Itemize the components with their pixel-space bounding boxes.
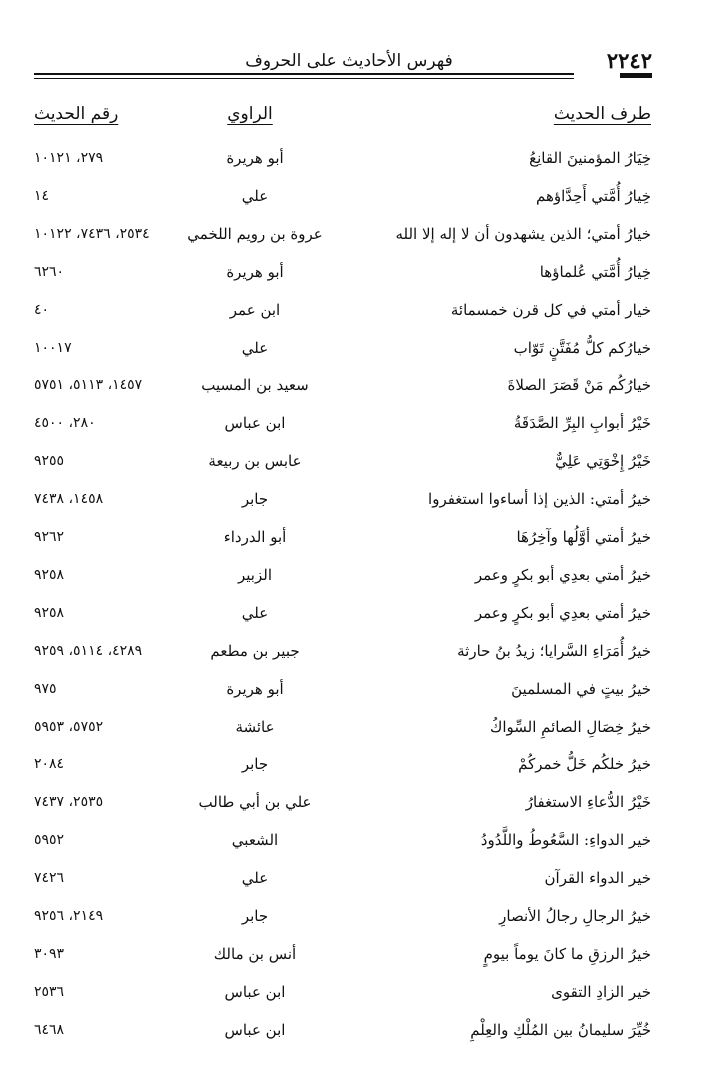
table-row xyxy=(0,367,703,403)
hadith-number: ٢٥٣٤، ٧٤٣٦، ١٠١٢٢ xyxy=(34,225,150,242)
hadith-number: ٢٧٩، ١٠١٢١ xyxy=(34,150,104,166)
hadith-text: خيرُ أمتي: الذين إذا أساءوا استغفروا xyxy=(428,490,651,509)
hadith-text: خيارُكم كلُّ مُفَتَّنٍ تَوّاب xyxy=(513,338,651,357)
table-row xyxy=(0,140,703,176)
narrator-name: ابن عباس xyxy=(224,414,286,433)
table-row xyxy=(0,633,703,669)
hadith-text: خَيْرُ إِخْوَتِي عَلِيٌّ xyxy=(555,452,651,471)
hadith-text: خيرُ أُمَرَاءِ السَّرايا؛ زيدُ بنُ حارثة xyxy=(457,641,651,660)
table-row xyxy=(0,784,703,820)
table-row xyxy=(0,254,703,290)
hadith-number: ٤٠ xyxy=(34,301,50,318)
hadith-number: ٢٨٠، ٤٥٠٠ xyxy=(34,415,96,432)
narrator-name: ابن عمر xyxy=(229,300,281,319)
hadith-number: ٦٤٦٨ xyxy=(34,1021,65,1038)
narrator-name: عائشة xyxy=(235,717,275,736)
hadith-text: خير الزادِ التقوى xyxy=(551,982,651,1001)
hadith-text: خيارُ أمتي؛ الذين يشهدون أن لا إله إلا الله xyxy=(395,224,651,243)
hadith-text: خَيْرُ أبوابِ البِرِّ الصَّدَقَةُ xyxy=(513,414,651,433)
hadith-text: خُيِّرَ سليمانُ بين المُلْكِ والعِلْمِ xyxy=(470,1020,651,1039)
hadith-number: ٦٢٦٠ xyxy=(34,263,65,280)
narrator-name: جبير بن مطعم xyxy=(210,641,300,660)
narrator-name: عروة بن رويم اللخمي xyxy=(187,224,323,243)
table-row xyxy=(0,292,703,328)
table-row xyxy=(0,746,703,782)
hadith-text: خير الدواء القرآن xyxy=(544,869,651,888)
narrator-name: جابر xyxy=(241,755,269,774)
hadith-number: ٩٢٦٢ xyxy=(34,529,65,545)
hadith-text: خيرُ خِصَالِ الصائمِ السِّواكُ xyxy=(489,717,651,736)
column-header-narrator: الراوي xyxy=(227,104,273,124)
hadith-text: خيرُ أمتي بعدِي أبو بكرٍ وعمر xyxy=(474,603,651,622)
header-rule-right-lower xyxy=(620,76,652,78)
hadith-text: خيرُ بيتٍ في المسلمينَ xyxy=(511,679,651,698)
narrator-name: علي بن أبي طالب xyxy=(198,793,312,812)
table-row xyxy=(0,178,703,214)
hadith-number: ٥٧٥٢، ٥٩٥٣ xyxy=(34,718,104,735)
hadith-number: ٩٧٥ xyxy=(34,680,57,697)
table-row xyxy=(0,519,703,555)
table-row xyxy=(0,898,703,934)
table-row xyxy=(0,216,703,252)
hadith-text: خيرُ خلكُم خَلُّ خمركُمْ xyxy=(518,755,651,774)
narrator-name: علي xyxy=(241,603,269,622)
hadith-text: خيار أمتي في كل قرن خمسمائة xyxy=(450,300,651,319)
hadith-number: ٢٠٨٤ xyxy=(34,756,65,773)
table-row xyxy=(0,822,703,858)
narrator-name: جابر xyxy=(241,907,269,925)
hadith-text: خيرُ أمتي بعدِي أبو بكرٍ وعمر xyxy=(474,565,651,584)
hadith-number: ٣٠٩٣ xyxy=(34,945,65,962)
hadith-text: خِيَارُ المؤمنينَ القانِعُ xyxy=(529,149,651,167)
hadith-text: خيرُ الرزقِ ما كانَ يوماً بيومٍ xyxy=(483,944,651,963)
hadith-text: خِيارُ أُمَّتي أَحِدَّاؤهم xyxy=(536,186,651,205)
column-header-hadith: طرف الحديث xyxy=(553,104,651,124)
hadith-number: ٢٥٣٦ xyxy=(34,983,65,1000)
narrator-name: أنس بن مالك xyxy=(213,944,297,963)
narrator-name: الزبير xyxy=(238,565,272,584)
hadith-number: ٩٢٥٥ xyxy=(34,453,65,470)
hadith-number: ٢٥٣٥، ٧٤٣٧ xyxy=(34,794,104,811)
narrator-name: أبو هريرة xyxy=(226,679,284,698)
hadith-number: ٢١٤٩، ٩٢٥٦ xyxy=(34,908,104,924)
hadith-number: ٧٤٢٦ xyxy=(34,870,65,887)
narrator-name: عابس بن ربيعة xyxy=(208,452,302,471)
hadith-text: خيرُ أمتي أوَّلُها وآخِرُهَا xyxy=(516,528,651,546)
table-row xyxy=(0,1012,703,1048)
narrator-name: علي xyxy=(241,186,269,205)
running-title: فهرس الأحاديث على الحروف xyxy=(245,51,453,71)
hadith-text: خير الدواءِ: السَّعُوطُ واللَّدُودُ xyxy=(480,831,651,850)
narrator-name: ابن عباس xyxy=(224,982,286,1001)
table-row xyxy=(0,974,703,1010)
hadith-text: خيرُ الرجالِ رجالُ الأنصارِ xyxy=(499,907,651,925)
narrator-name: جابر xyxy=(241,490,269,509)
hadith-text: خِيارُ أُمَّتي عُلماؤها xyxy=(539,262,651,281)
table-row xyxy=(0,860,703,896)
table-row xyxy=(0,330,703,366)
narrator-name: أبو هريرة xyxy=(226,262,284,281)
hadith-text: خيارُكُم مَنْ قَصَرَ الصلاةَ xyxy=(507,376,651,395)
hadith-number: ١٤ xyxy=(34,187,50,204)
table-row xyxy=(0,709,703,745)
table-row xyxy=(0,405,703,441)
table-row xyxy=(0,443,703,479)
table-row xyxy=(0,481,703,517)
header-rule xyxy=(34,73,574,75)
table-row xyxy=(0,595,703,631)
column-header-number: رقم الحديث xyxy=(34,104,119,124)
narrator-name: ابن عباس xyxy=(224,1020,286,1039)
hadith-text: خَيْرُ الدُّعاءِ الاستغفارُ xyxy=(525,793,651,812)
header-rule-thin xyxy=(34,78,574,79)
hadith-number: ٥٩٥٢ xyxy=(34,832,65,849)
hadith-number: ١٤٥٧، ٥١١٣، ٥٧٥١ xyxy=(34,377,143,394)
narrator-name: أبو هريرة xyxy=(226,149,284,167)
narrator-name: الشعبي xyxy=(231,831,279,850)
narrator-name: علي xyxy=(241,869,269,888)
hadith-number: ١٤٥٨، ٧٤٣٨ xyxy=(34,491,104,508)
narrator-name: علي xyxy=(241,338,269,357)
table-row xyxy=(0,557,703,593)
narrator-name: سعيد بن المسيب xyxy=(201,376,309,395)
page-number: ٢٢٤٢ xyxy=(606,48,652,73)
table-row xyxy=(0,671,703,707)
narrator-name: أبو الدرداء xyxy=(223,528,287,546)
hadith-number: ٤٢٨٩، ٥١١٤، ٩٢٥٩ xyxy=(34,642,143,659)
hadith-number: ١٠٠١٧ xyxy=(34,339,72,356)
table-row xyxy=(0,936,703,972)
hadith-number: ٩٢٥٨ xyxy=(34,604,65,621)
hadith-number: ٩٢٥٨ xyxy=(34,566,65,583)
